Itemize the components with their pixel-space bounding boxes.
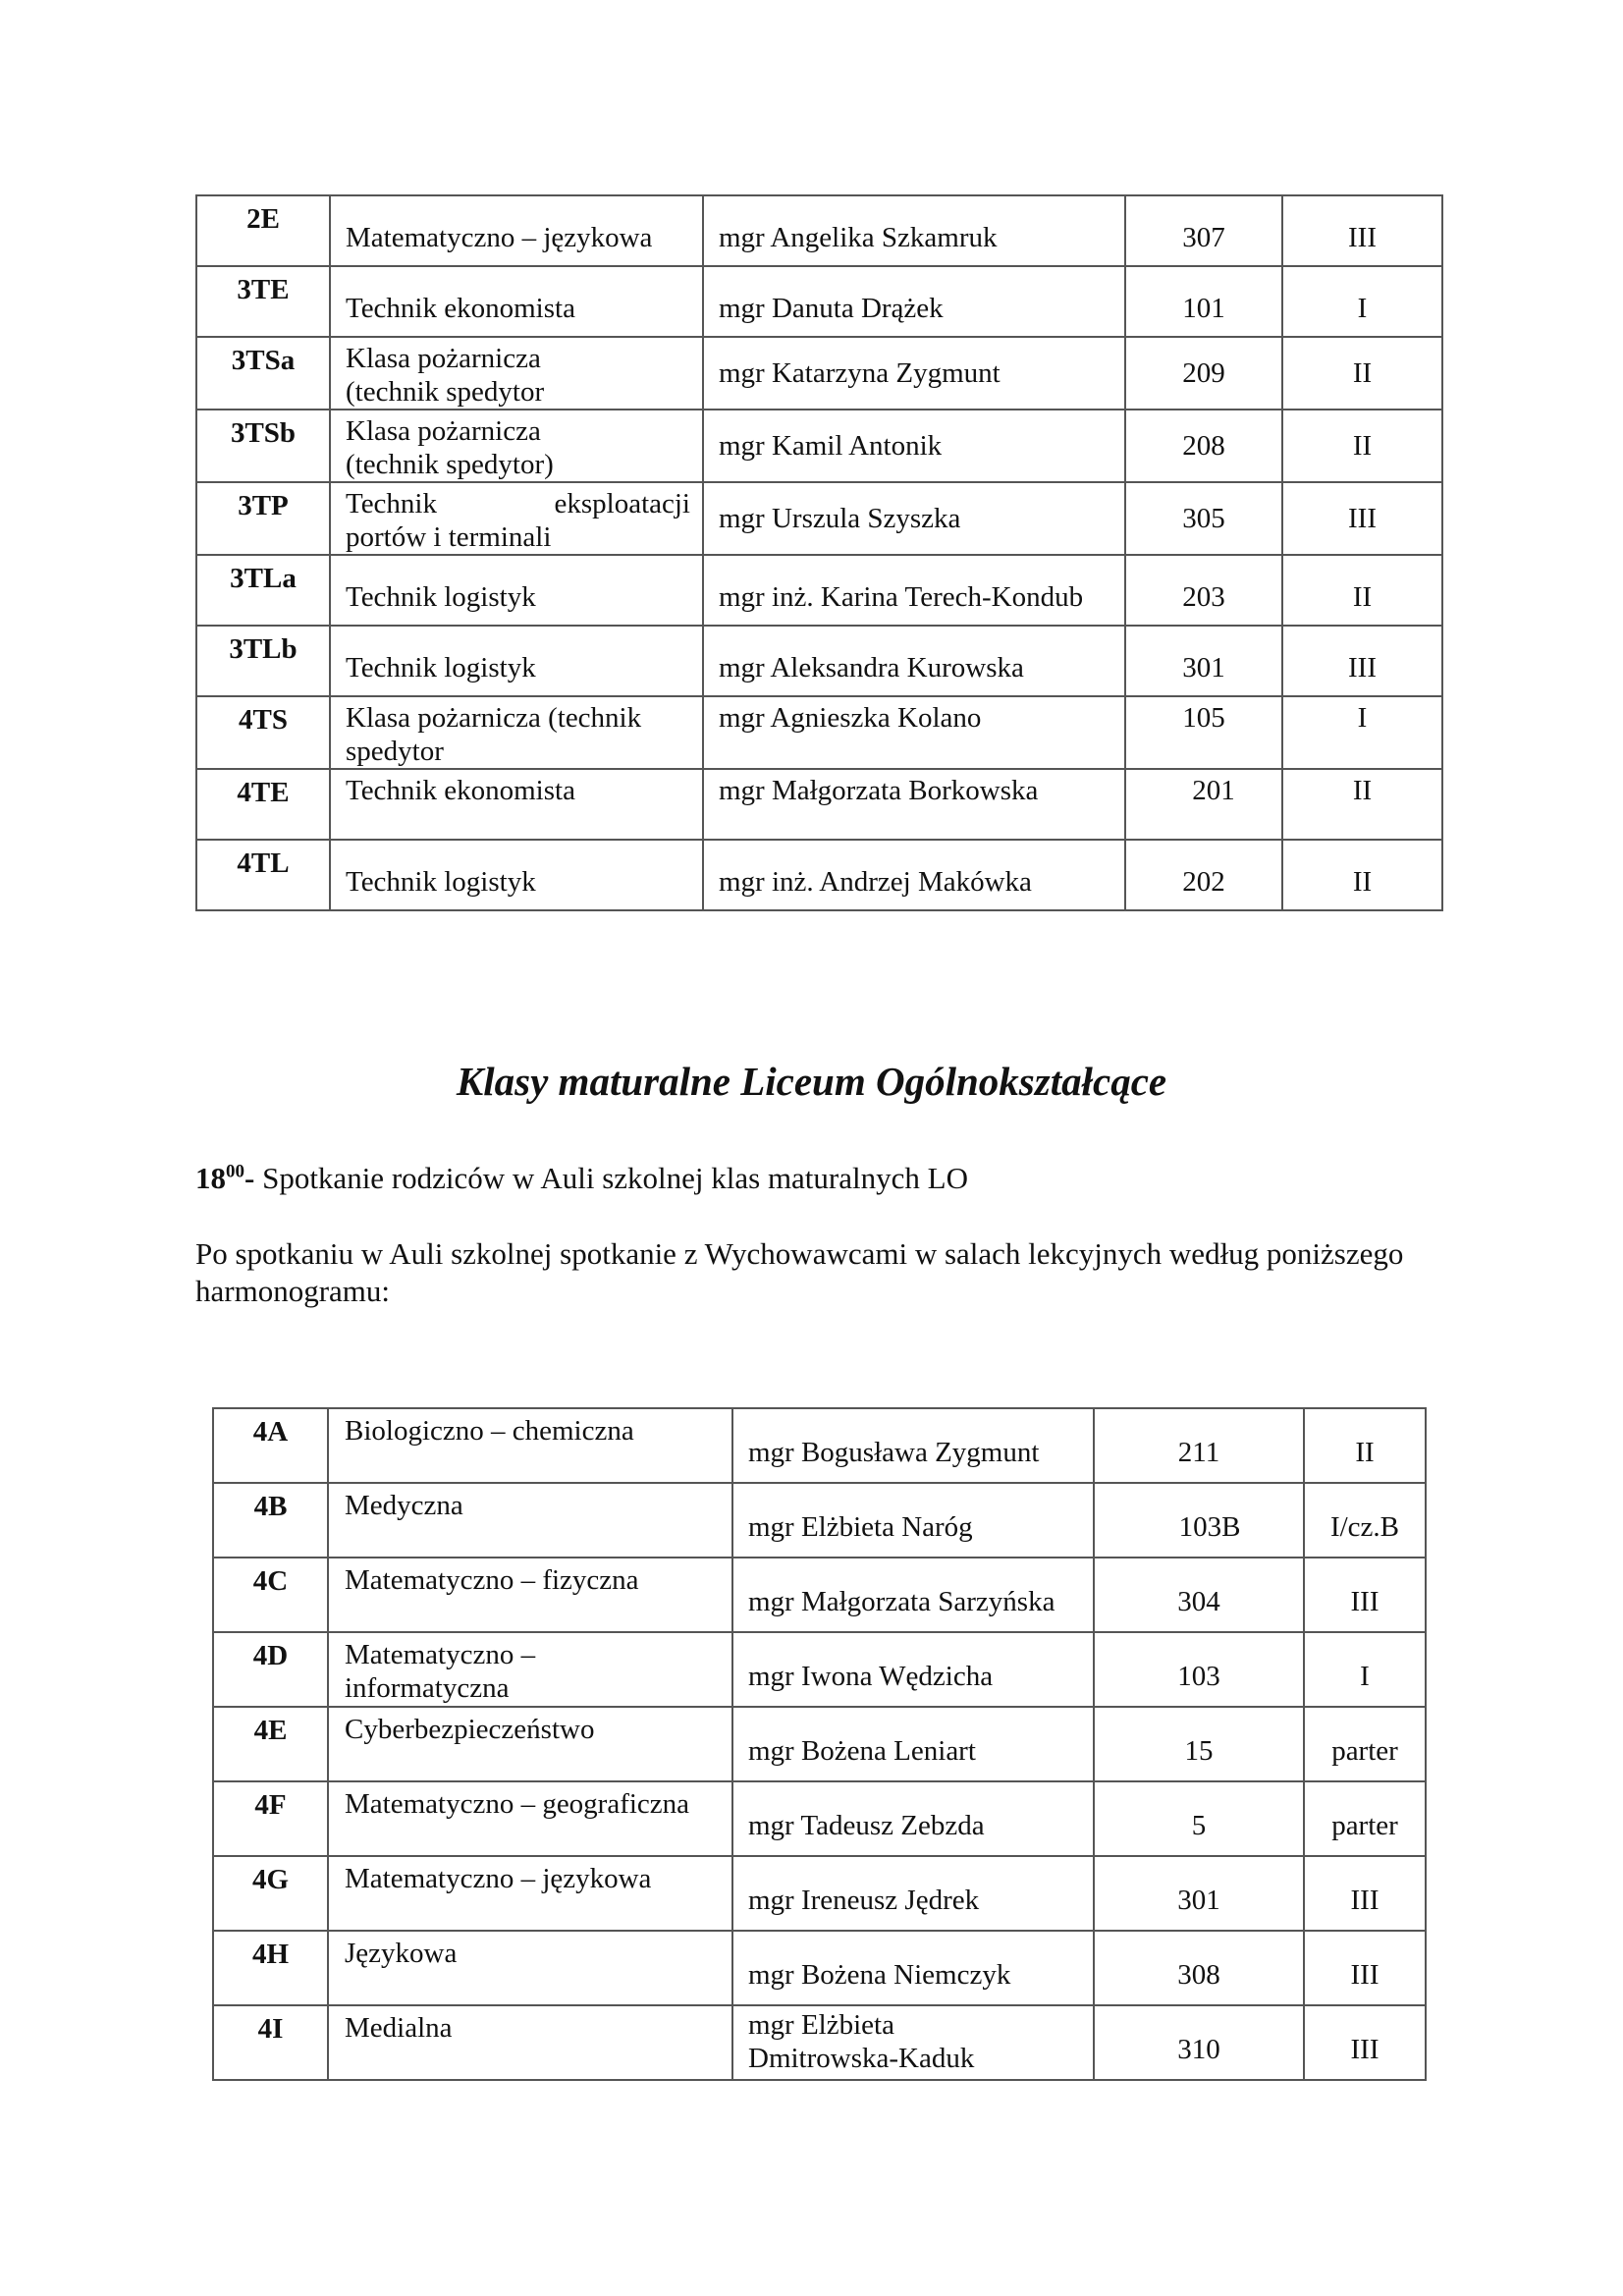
class-profile: Matematyczno – informatyczna	[328, 1632, 732, 1707]
floor: III	[1304, 2005, 1426, 2080]
class-teacher: mgr Agnieszka Kolano	[703, 696, 1125, 769]
room-number: 201	[1125, 769, 1282, 840]
class-teacher: mgr Aleksandra Kurowska	[703, 626, 1125, 696]
class-teacher: mgr Iwona Wędzicha	[732, 1632, 1094, 1707]
class-teacher: mgr Bożena Niemczyk	[732, 1931, 1094, 2005]
floor: I	[1304, 1632, 1426, 1707]
class-profile: Językowa	[328, 1931, 732, 2005]
class-profile: Klasa pożarnicza (technik spedytor	[330, 696, 703, 769]
class-code: 3TE	[196, 266, 330, 337]
table-row	[196, 769, 1442, 840]
profile-word: eksploatacji	[554, 488, 690, 519]
class-profile	[330, 482, 703, 555]
table-row	[196, 482, 1442, 555]
class-code: 3TLb	[196, 626, 330, 696]
class-profile: Klasa pożarnicza (technik spedytor)	[330, 410, 703, 482]
floor: II	[1304, 1408, 1426, 1483]
class-teacher: mgr Angelika Szkamruk	[703, 195, 1125, 266]
floor: II	[1282, 337, 1442, 410]
class-code: 4E	[213, 1707, 328, 1781]
floor: I/cz.B	[1304, 1483, 1426, 1558]
class-teacher: mgr Tadeusz Zebzda	[732, 1781, 1094, 1856]
class-profile: Matematyczno – językowa	[330, 195, 703, 266]
room-number: 5	[1094, 1781, 1304, 1856]
schedule-intro-paragraph: Po spotkaniu w Auli szkolnej spotkanie z Wychowawcami w salach lekcyjnych według poniższego harmonogramu:	[195, 1236, 1404, 1308]
table-row	[196, 410, 1442, 482]
floor: II	[1282, 769, 1442, 840]
room-number: 202	[1125, 840, 1282, 910]
class-code: 4G	[213, 1856, 328, 1931]
floor: parter	[1304, 1781, 1426, 1856]
table-row	[196, 337, 1442, 410]
time-hour: 18	[195, 1161, 226, 1195]
table-row	[196, 266, 1442, 337]
room-number: 304	[1094, 1558, 1304, 1632]
class-code: 4D	[213, 1632, 328, 1707]
table-row	[213, 1781, 1426, 1856]
class-profile: Technik ekonomista	[330, 266, 703, 337]
class-code: 3TP	[196, 482, 330, 555]
room-number: 208	[1125, 410, 1282, 482]
floor: I	[1282, 696, 1442, 769]
class-teacher: mgr Bogusława Zygmunt	[732, 1408, 1094, 1483]
room-number: 103B	[1094, 1483, 1304, 1558]
room-number: 101	[1125, 266, 1282, 337]
class-code: 4A	[213, 1408, 328, 1483]
room-number: 15	[1094, 1707, 1304, 1781]
floor: III	[1282, 626, 1442, 696]
room-number: 209	[1125, 337, 1282, 410]
class-profile: Biologiczno – chemiczna	[328, 1408, 732, 1483]
profile-word: Technik	[346, 488, 437, 519]
time-dash: -	[244, 1161, 255, 1195]
room-number: 308	[1094, 1931, 1304, 2005]
table-row	[196, 696, 1442, 769]
section-heading: Klasy maturalne Liceum Ogólnokształcące	[456, 1059, 1167, 1104]
floor: III	[1282, 195, 1442, 266]
class-profile: Medyczna	[328, 1483, 732, 1558]
room-number: 211	[1094, 1408, 1304, 1483]
floor: III	[1282, 482, 1442, 555]
room-number: 310	[1094, 2005, 1304, 2080]
class-code: 4TS	[196, 696, 330, 769]
class-teacher: mgr Elżbieta Naróg	[732, 1483, 1094, 1558]
floor: III	[1304, 1558, 1426, 1632]
table-row	[213, 1632, 1426, 1707]
class-teacher: mgr inż. Andrzej Makówka	[703, 840, 1125, 910]
class-teacher: mgr Małgorzata Sarzyńska	[732, 1558, 1094, 1632]
class-code: 4C	[213, 1558, 328, 1632]
room-number: 301	[1125, 626, 1282, 696]
room-number: 305	[1125, 482, 1282, 555]
class-code: 4H	[213, 1931, 328, 2005]
class-code: 4F	[213, 1781, 328, 1856]
class-profile: Matematyczno – geograficzna	[328, 1781, 732, 1856]
floor: II	[1282, 555, 1442, 626]
technikum-classes-table	[195, 194, 1443, 911]
table-row	[213, 1931, 1426, 2005]
meeting-time-line	[195, 1161, 968, 1196]
class-profile: Matematyczno – fizyczna	[328, 1558, 732, 1632]
class-code: 3TSa	[196, 337, 330, 410]
class-profile: Klasa pożarnicza (technik spedytor	[330, 337, 703, 410]
table-row	[196, 626, 1442, 696]
class-code: 3TLa	[196, 555, 330, 626]
class-code: 2E	[196, 195, 330, 266]
class-code: 3TSb	[196, 410, 330, 482]
class-code: 4TE	[196, 769, 330, 840]
floor: II	[1282, 410, 1442, 482]
class-teacher: mgr Ireneusz Jędrek	[732, 1856, 1094, 1931]
class-teacher: mgr Bożena Leniart	[732, 1707, 1094, 1781]
class-teacher: mgr Katarzyna Zygmunt	[703, 337, 1125, 410]
class-teacher: mgr Małgorzata Borkowska	[703, 769, 1125, 840]
class-teacher: mgr Kamil Antonik	[703, 410, 1125, 482]
class-profile: Matematyczno – językowa	[328, 1856, 732, 1931]
class-profile: Technik logistyk	[330, 626, 703, 696]
floor: III	[1304, 1931, 1426, 2005]
class-profile: Cyberbezpieczeństwo	[328, 1707, 732, 1781]
table-row	[213, 2005, 1426, 2080]
table-row	[213, 1707, 1426, 1781]
class-profile: Medialna	[328, 2005, 732, 2080]
table-row	[213, 1856, 1426, 1931]
class-code: 4I	[213, 2005, 328, 2080]
time-minutes: 00	[226, 1161, 244, 1182]
class-teacher: mgr inż. Karina Terech-Kondub	[703, 555, 1125, 626]
profile-line-1	[346, 487, 690, 520]
class-profile: Technik logistyk	[330, 840, 703, 910]
floor: II	[1282, 840, 1442, 910]
floor: I	[1282, 266, 1442, 337]
table-row	[213, 1558, 1426, 1632]
profile-line-2: portów i terminali	[346, 521, 552, 553]
room-number: 105	[1125, 696, 1282, 769]
lo-classes-table	[212, 1407, 1427, 2081]
meeting-time	[195, 1161, 254, 1195]
class-teacher: mgr Urszula Szyszka	[703, 482, 1125, 555]
floor: parter	[1304, 1707, 1426, 1781]
class-code: 4B	[213, 1483, 328, 1558]
floor: III	[1304, 1856, 1426, 1931]
class-code: 4TL	[196, 840, 330, 910]
table-row	[196, 195, 1442, 266]
room-number: 301	[1094, 1856, 1304, 1931]
room-number: 203	[1125, 555, 1282, 626]
class-profile: Technik ekonomista	[330, 769, 703, 840]
table-row	[213, 1483, 1426, 1558]
class-profile: Technik logistyk	[330, 555, 703, 626]
room-number: 307	[1125, 195, 1282, 266]
table-row	[196, 840, 1442, 910]
meeting-description: Spotkanie rodziców w Auli szkolnej klas maturalnych LO	[254, 1161, 968, 1195]
table-row	[196, 555, 1442, 626]
class-teacher: mgr Elżbieta Dmitrowska-Kaduk	[732, 2005, 1094, 2080]
class-teacher: mgr Danuta Drążek	[703, 266, 1125, 337]
room-number: 103	[1094, 1632, 1304, 1707]
table-row	[213, 1408, 1426, 1483]
